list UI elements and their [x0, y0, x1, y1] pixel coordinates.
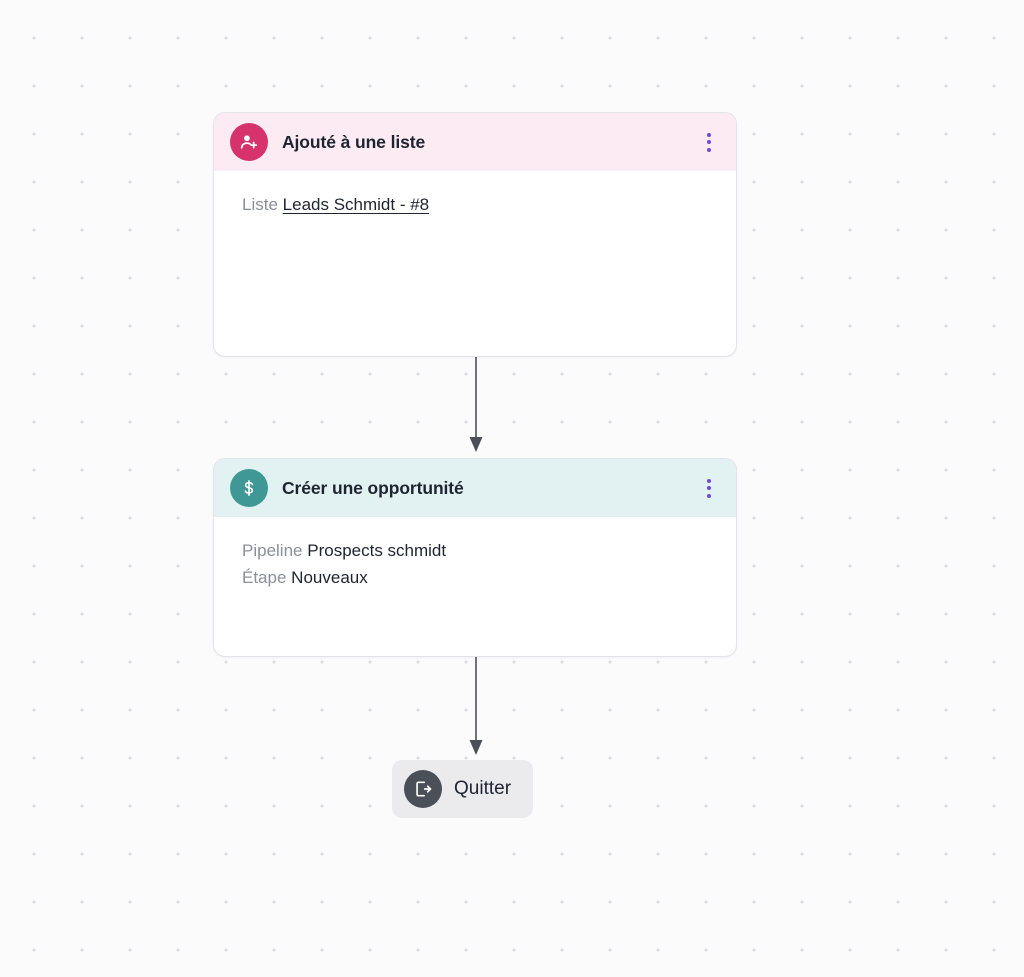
- node-title: Ajouté à une liste: [282, 131, 426, 152]
- node-body: [214, 517, 736, 609]
- kebab-menu-icon[interactable]: [696, 473, 722, 503]
- exit-label: Quitter: [454, 778, 512, 799]
- kebab-menu-icon[interactable]: [696, 127, 722, 157]
- exit-door-icon: [404, 770, 442, 808]
- workflow-node-added-to-list[interactable]: [213, 112, 737, 357]
- field-label: Liste: [242, 195, 278, 214]
- field-label: Pipeline: [242, 541, 303, 560]
- field-label: Étape: [242, 568, 287, 588]
- field-value-list-link[interactable]: Leads Schmidt - #8: [282, 195, 430, 214]
- node-body: [214, 171, 736, 236]
- workflow-node-create-opportunity[interactable]: [213, 458, 737, 657]
- node-header: [214, 459, 736, 517]
- node-header: [214, 113, 736, 171]
- field-value-pipeline: Prospects schmidt: [307, 541, 447, 560]
- exit-node[interactable]: [392, 760, 533, 818]
- field-value-etape: Nouveaux: [291, 568, 368, 588]
- dollar-icon: [230, 469, 268, 507]
- user-plus-icon: [230, 123, 268, 161]
- field-row-etape: [242, 564, 714, 591]
- node-title: Créer une opportunité: [282, 477, 464, 498]
- field-row-pipeline: [242, 537, 714, 564]
- field-row-liste: [242, 191, 714, 218]
